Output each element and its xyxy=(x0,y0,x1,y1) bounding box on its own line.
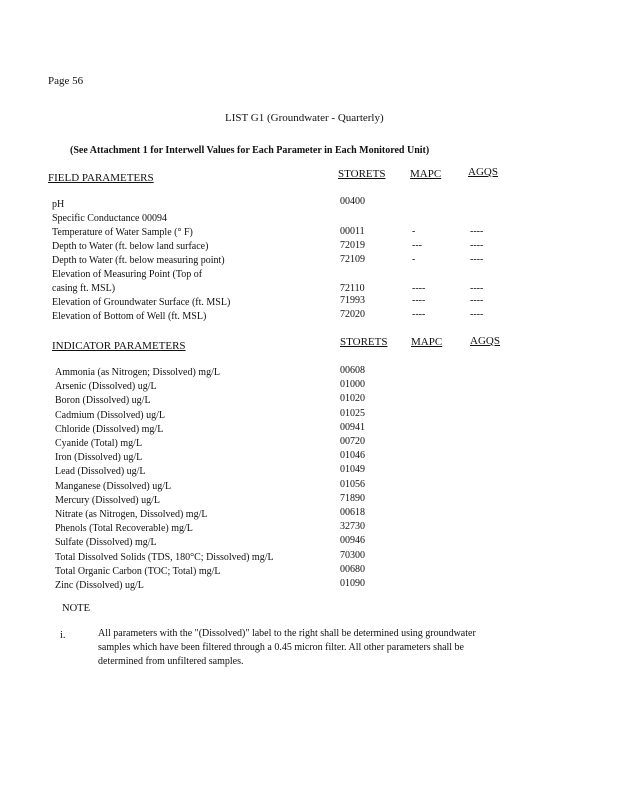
field-row-label: Depth to Water (ft. below land surface) xyxy=(52,241,209,252)
field-row-storet: 72110 xyxy=(340,283,365,294)
indicator-row-storet: 01056 xyxy=(340,478,365,490)
field-row-agqs: ---- xyxy=(470,226,484,237)
indicator-row-label: Chloride (Dissolved) mg/L xyxy=(55,423,164,435)
field-row-label: Temperature of Water Sample (° F) xyxy=(52,227,193,238)
field-row-label: Elevation of Measuring Point (Top of xyxy=(52,269,203,280)
indicator-row-label: Manganese (Dissolved) ug/L xyxy=(55,480,172,492)
indicator-parameters-heading: INDICATOR PARAMETERS xyxy=(52,340,186,352)
indicator-row-label: Zinc (Dissolved) ug/L xyxy=(55,580,144,591)
indicator-row-storet: 00720 xyxy=(340,436,365,447)
field-row-mapc: - xyxy=(412,254,416,265)
field-row-mapc: ---- xyxy=(412,309,426,320)
indicator-row-label: Sulfate (Dissolved) mg/L xyxy=(55,537,157,549)
field-row-storet: 00011 xyxy=(340,226,365,237)
indicator-row-storet: 01046 xyxy=(340,450,365,462)
indicator-row-label: Total Dissolved Solids (TDS, 180°C; Dissolved) mg/L xyxy=(55,551,274,563)
field-storets-header: STORETS xyxy=(338,168,386,180)
indicator-row-label: Arsenic (Dissolved) ug/L xyxy=(55,381,157,393)
field-row-storet: 71993 xyxy=(340,295,365,306)
field-mapc-header: MAPC xyxy=(410,168,442,180)
field-row-label: casing ft. MSL) xyxy=(52,283,116,294)
field-row-agqs: ---- xyxy=(470,283,484,294)
indicator-row-label: Nitrate (as Nitrogen, Dissolved) mg/L xyxy=(55,509,208,520)
indicator-storets-header: STORETS xyxy=(340,336,388,348)
field-row-agqs: ---- xyxy=(470,295,484,306)
indicator-row-label: Lead (Dissolved) ug/L xyxy=(55,466,146,478)
field-row-agqs: ---- xyxy=(470,240,484,251)
indicator-row-label: Iron (Dissolved) ug/L xyxy=(55,452,143,464)
indicator-agqs-header: AGQS xyxy=(470,335,500,347)
field-row-label: pH xyxy=(52,199,65,210)
indicator-row-label: Ammonia (as Nitrogen; Dissolved) mg/L xyxy=(55,367,220,378)
indicator-row-storet: 01025 xyxy=(340,407,365,419)
indicator-row-label: Cadmium (Dissolved) ug/L xyxy=(55,409,165,421)
indicator-row-label: Total Organic Carbon (TOC; Total) mg/L xyxy=(55,565,221,577)
indicator-row-storet: 00946 xyxy=(340,535,365,547)
indicator-row-storet: 00608 xyxy=(340,365,365,376)
indicator-row-storet: 32730 xyxy=(340,521,365,533)
field-row-mapc: - xyxy=(412,226,416,237)
field-row-mapc: --- xyxy=(412,240,422,251)
field-parameters-heading: FIELD PARAMETERS xyxy=(48,172,154,184)
field-row-storet: 72019 xyxy=(340,240,365,251)
indicator-row-label: Phenols (Total Recoverable) mg/L xyxy=(55,523,193,535)
field-row-label: Depth to Water (ft. below measuring point) xyxy=(52,255,225,266)
indicator-row-storet: 01000 xyxy=(340,379,365,391)
indicator-row-label: Boron (Dissolved) ug/L xyxy=(55,395,151,407)
field-agqs-header: AGQS xyxy=(468,166,498,178)
field-row-label: Elevation of Groundwater Surface (ft. MSL) xyxy=(52,297,231,308)
indicator-row-storet: 70300 xyxy=(340,549,365,561)
page-subtitle: (See Attachment 1 for Interwell Values for Each Parameter in Each Monitored Unit) xyxy=(70,145,430,156)
field-row-label: Specific Conductance 00094 xyxy=(52,213,167,224)
indicator-row-storet: 01049 xyxy=(340,464,365,476)
field-row-storet: 72020 xyxy=(340,309,365,320)
note-number: i. xyxy=(60,630,66,641)
indicator-mapc-header: MAPC xyxy=(411,336,443,348)
field-row-storet: 72109 xyxy=(340,254,365,265)
field-row-label: Elevation of Bottom of Well (ft. MSL) xyxy=(52,311,207,322)
field-row-agqs: ---- xyxy=(470,254,484,265)
indicator-row-storet: 01090 xyxy=(340,578,365,589)
indicator-row-storet: 01020 xyxy=(340,393,365,405)
field-row-mapc: ---- xyxy=(412,283,426,294)
field-row-storet: 00400 xyxy=(340,196,365,207)
field-row-mapc: ---- xyxy=(412,295,426,306)
page-title: LIST G1 (Groundwater - Quarterly) xyxy=(225,112,384,124)
note-text: All parameters with the "(Dissolved)" label to the right shall be determined using groundwater samples which have been filtered through a 0.45 micron filter. All other parameters shall be determined from unfiltered samples. xyxy=(98,628,476,667)
indicator-row-storet: 00941 xyxy=(340,421,365,433)
indicator-row-label: Cyanide (Total) mg/L xyxy=(55,438,143,449)
indicator-row-storet: 00618 xyxy=(340,507,365,518)
page-label: Page 56 xyxy=(48,75,84,87)
note-label: NOTE xyxy=(62,603,90,614)
indicator-row-storet: 71890 xyxy=(340,492,365,504)
field-row-agqs: ---- xyxy=(470,309,484,320)
indicator-row-storet: 00680 xyxy=(340,563,365,575)
indicator-row-label: Mercury (Dissolved) ug/L xyxy=(55,494,160,506)
